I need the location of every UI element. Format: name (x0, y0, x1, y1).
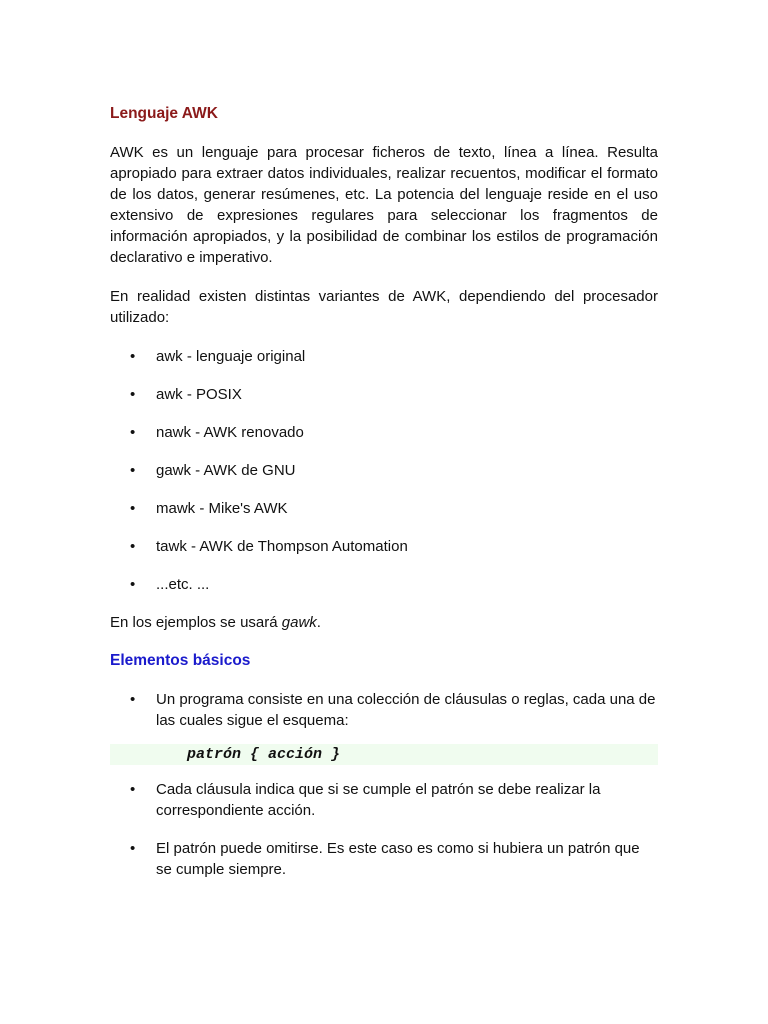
page-title: Lenguaje AWK (110, 105, 218, 122)
list-item (110, 460, 658, 481)
bullet-icon: • (130, 840, 136, 857)
list-item-text: mawk - Mike's AWK (156, 500, 288, 517)
basics-list (110, 689, 658, 731)
bullet-icon: • (130, 348, 136, 365)
examples-prefix: En los ejemplos se usará (110, 614, 282, 631)
list-item-text: El patrón puede omitirse. Es este caso es como si hubiera un patrón que se cumple siempre. (156, 840, 640, 878)
basics-list-continued (110, 779, 658, 880)
list-item-text: gawk - AWK de GNU (156, 462, 296, 479)
list-item-text: Un programa consiste en una colección de cláusulas o reglas, cada una de las cuales sigue el esquema: (156, 691, 656, 729)
bullet-icon: • (130, 386, 136, 403)
examples-suffix: . (316, 614, 321, 631)
bullet-icon: • (130, 576, 136, 593)
list-item-text: ...etc. ... (156, 576, 210, 593)
variants-list (110, 346, 658, 595)
list-item-text: awk - POSIX (156, 386, 242, 403)
document-page (110, 104, 658, 897)
bullet-icon: • (130, 691, 136, 708)
list-item-text: Cada cláusula indica que si se cumple el patrón se debe realizar la correspondiente acción. (156, 781, 601, 819)
list-item (110, 498, 658, 519)
list-item (110, 346, 658, 367)
bullet-icon: • (130, 500, 136, 517)
examples-tool: gawk (281, 614, 317, 631)
bullet-icon: • (130, 538, 136, 555)
variants-intro-paragraph: En realidad existen distintas variantes de AWK, dependiendo del procesador utilizado: (110, 288, 658, 326)
list-item (110, 574, 658, 595)
basics-heading: Elementos básicos (110, 652, 251, 669)
schema-code-block: patrón { acción } (110, 744, 658, 765)
bullet-icon: • (130, 781, 136, 798)
list-item (110, 384, 658, 405)
list-item (110, 422, 658, 443)
list-item (110, 536, 658, 557)
list-item-text: nawk - AWK renovado (156, 424, 304, 441)
bullet-icon: • (130, 462, 136, 479)
list-item (110, 779, 658, 821)
examples-paragraph (110, 612, 658, 633)
list-item (110, 689, 658, 731)
list-item (110, 838, 658, 880)
list-item-text: awk - lenguaje original (156, 348, 306, 365)
bullet-icon: • (130, 424, 136, 441)
intro-paragraph: AWK es un lenguaje para procesar ficheros de texto, línea a línea. Resulta apropiado para extraer datos individuales, realizar recuentos, modificar el formato de los datos, generar resúmenes, etc. La potencia del lenguaje reside en el uso extensivo de expresiones regulares para seleccionar los fragmentos de información apropiados, y la posibilidad de combinar los estilos de programación declarativo e imperativo. (110, 144, 658, 266)
list-item-text: tawk - AWK de Thompson Automation (156, 538, 408, 555)
